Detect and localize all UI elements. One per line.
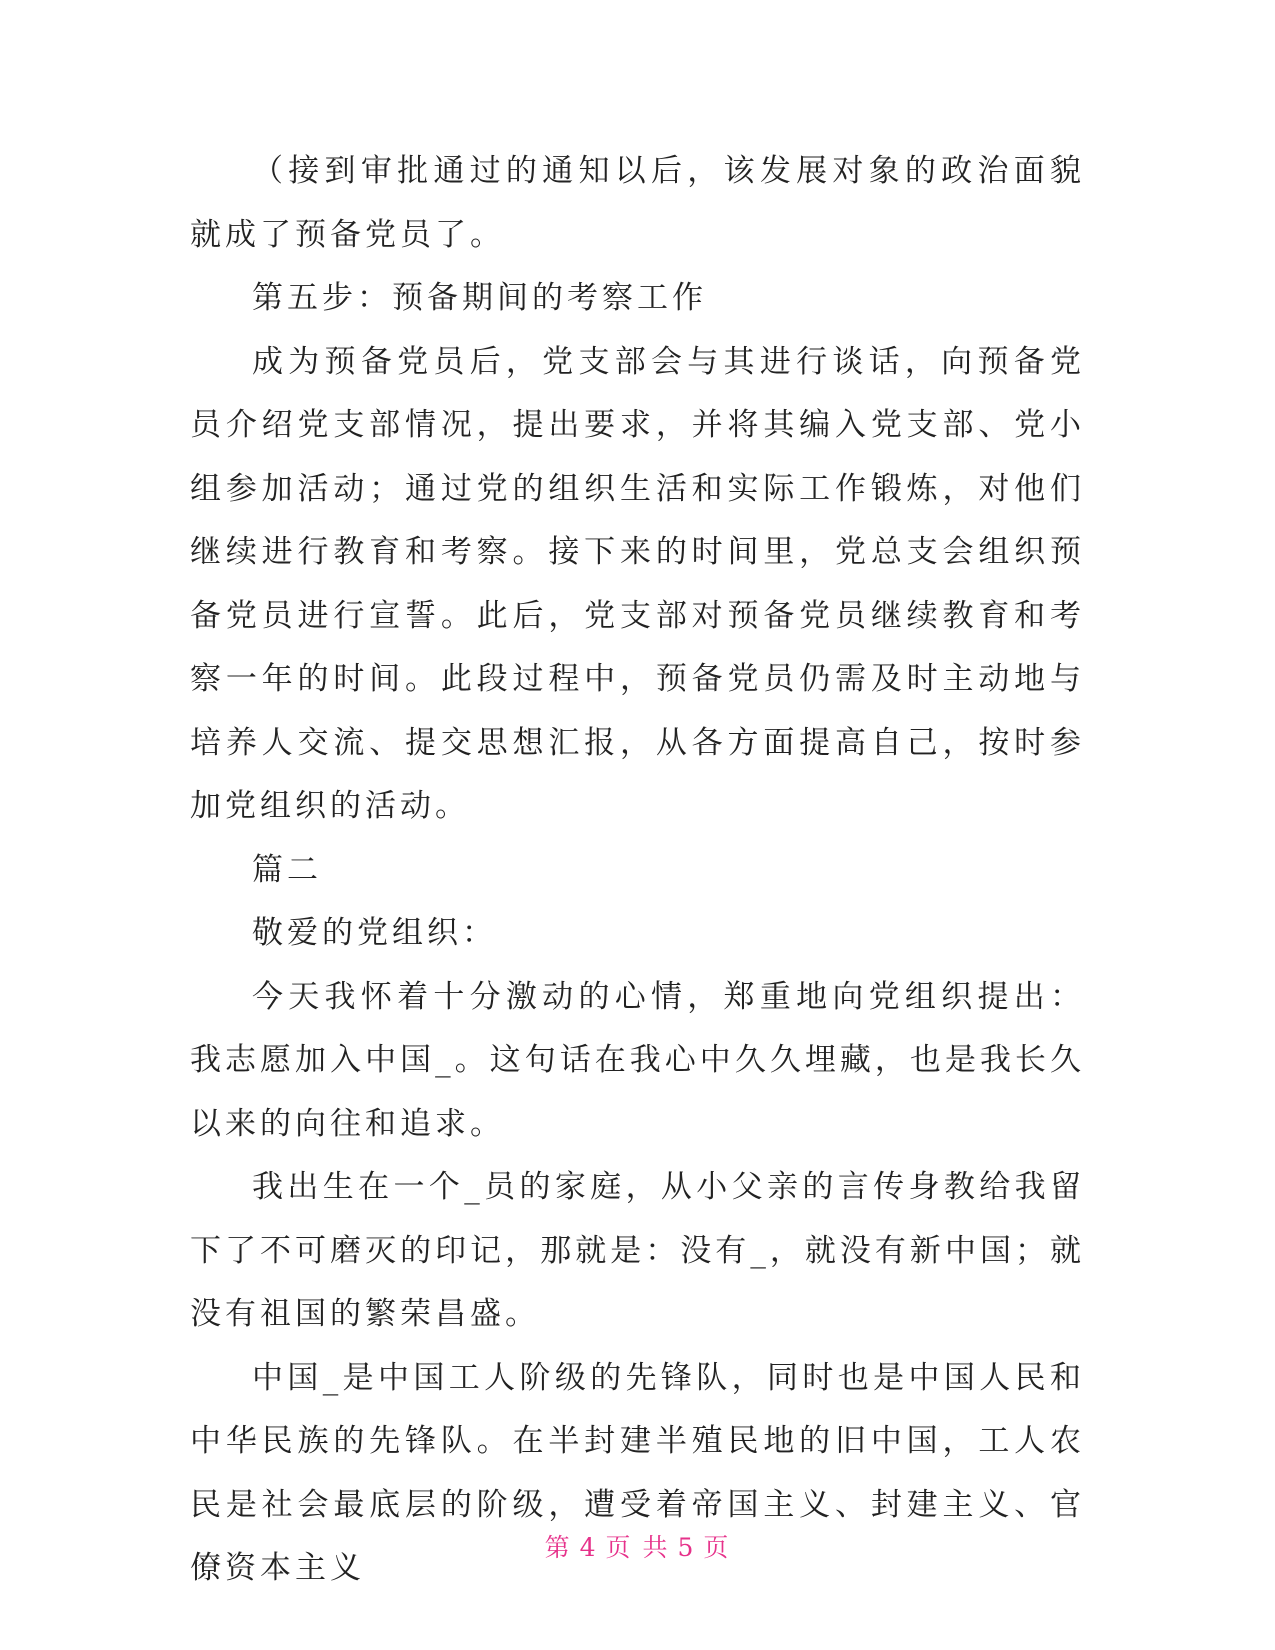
paragraph-salutation: 敬爱的党组织： — [252, 915, 497, 951]
paragraph-family-background: 我出生在一个_员的家庭，从小父亲的言传身教给我留下了不可磨灭的印记，那就是：没有_，就没有新中国；就没有祖国的繁荣昌盛。 — [190, 1169, 1085, 1332]
document-body — [190, 140, 1085, 1601]
paragraph-step-five-heading: 第五步：预备期间的考察工作 — [252, 280, 707, 316]
paragraph-part-two-heading: 篇二 — [252, 851, 322, 888]
paragraph-application-statement: 今天我怀着十分激动的心情，郑重地向党组织提出：我志愿加入中国_。这句话在我心中久久埋藏，也是我长久以来的向往和追求。 — [190, 978, 1085, 1142]
footer-current-page: 4 — [579, 1533, 598, 1562]
paragraph-probation-inspection: 成为预备党员后，党支部会与其进行谈话，向预备党员介绍党支部情况，提出要求，并将其编入党支部、党小组参加活动；通过党的组织生活和实际工作锻炼，对他们继续进行教育和考察。接下来的时间里，党总支会组织预备党员进行宣誓。此后，党支部对预备党员继续教育和考察一年的时间。此段过程中，预备党员仍需及时主动地与培养人交流、提交思想汇报，从各方面提高自己，按时参加党组织的活动。 — [190, 343, 1085, 824]
footer-total-pages: 5 — [677, 1533, 696, 1562]
footer-prefix: 第 — [544, 1533, 572, 1562]
page-footer — [0, 1528, 1275, 1564]
paragraph-approval-notice: （接到审批通过的通知以后，该发展对象的政治面貌就成了预备党员了。 — [190, 153, 1085, 253]
footer-middle: 页 共 — [605, 1533, 670, 1562]
paragraph-party-vanguard: 中国_是中国工人阶级的先锋队，同时也是中国人民和中华民族的先锋队。在半封建半殖民地的旧中国，工人农民是社会最底层的阶级，遭受着帝国主义、封建主义、官僚资本主义 — [190, 1359, 1085, 1586]
footer-suffix: 页 — [703, 1533, 731, 1562]
